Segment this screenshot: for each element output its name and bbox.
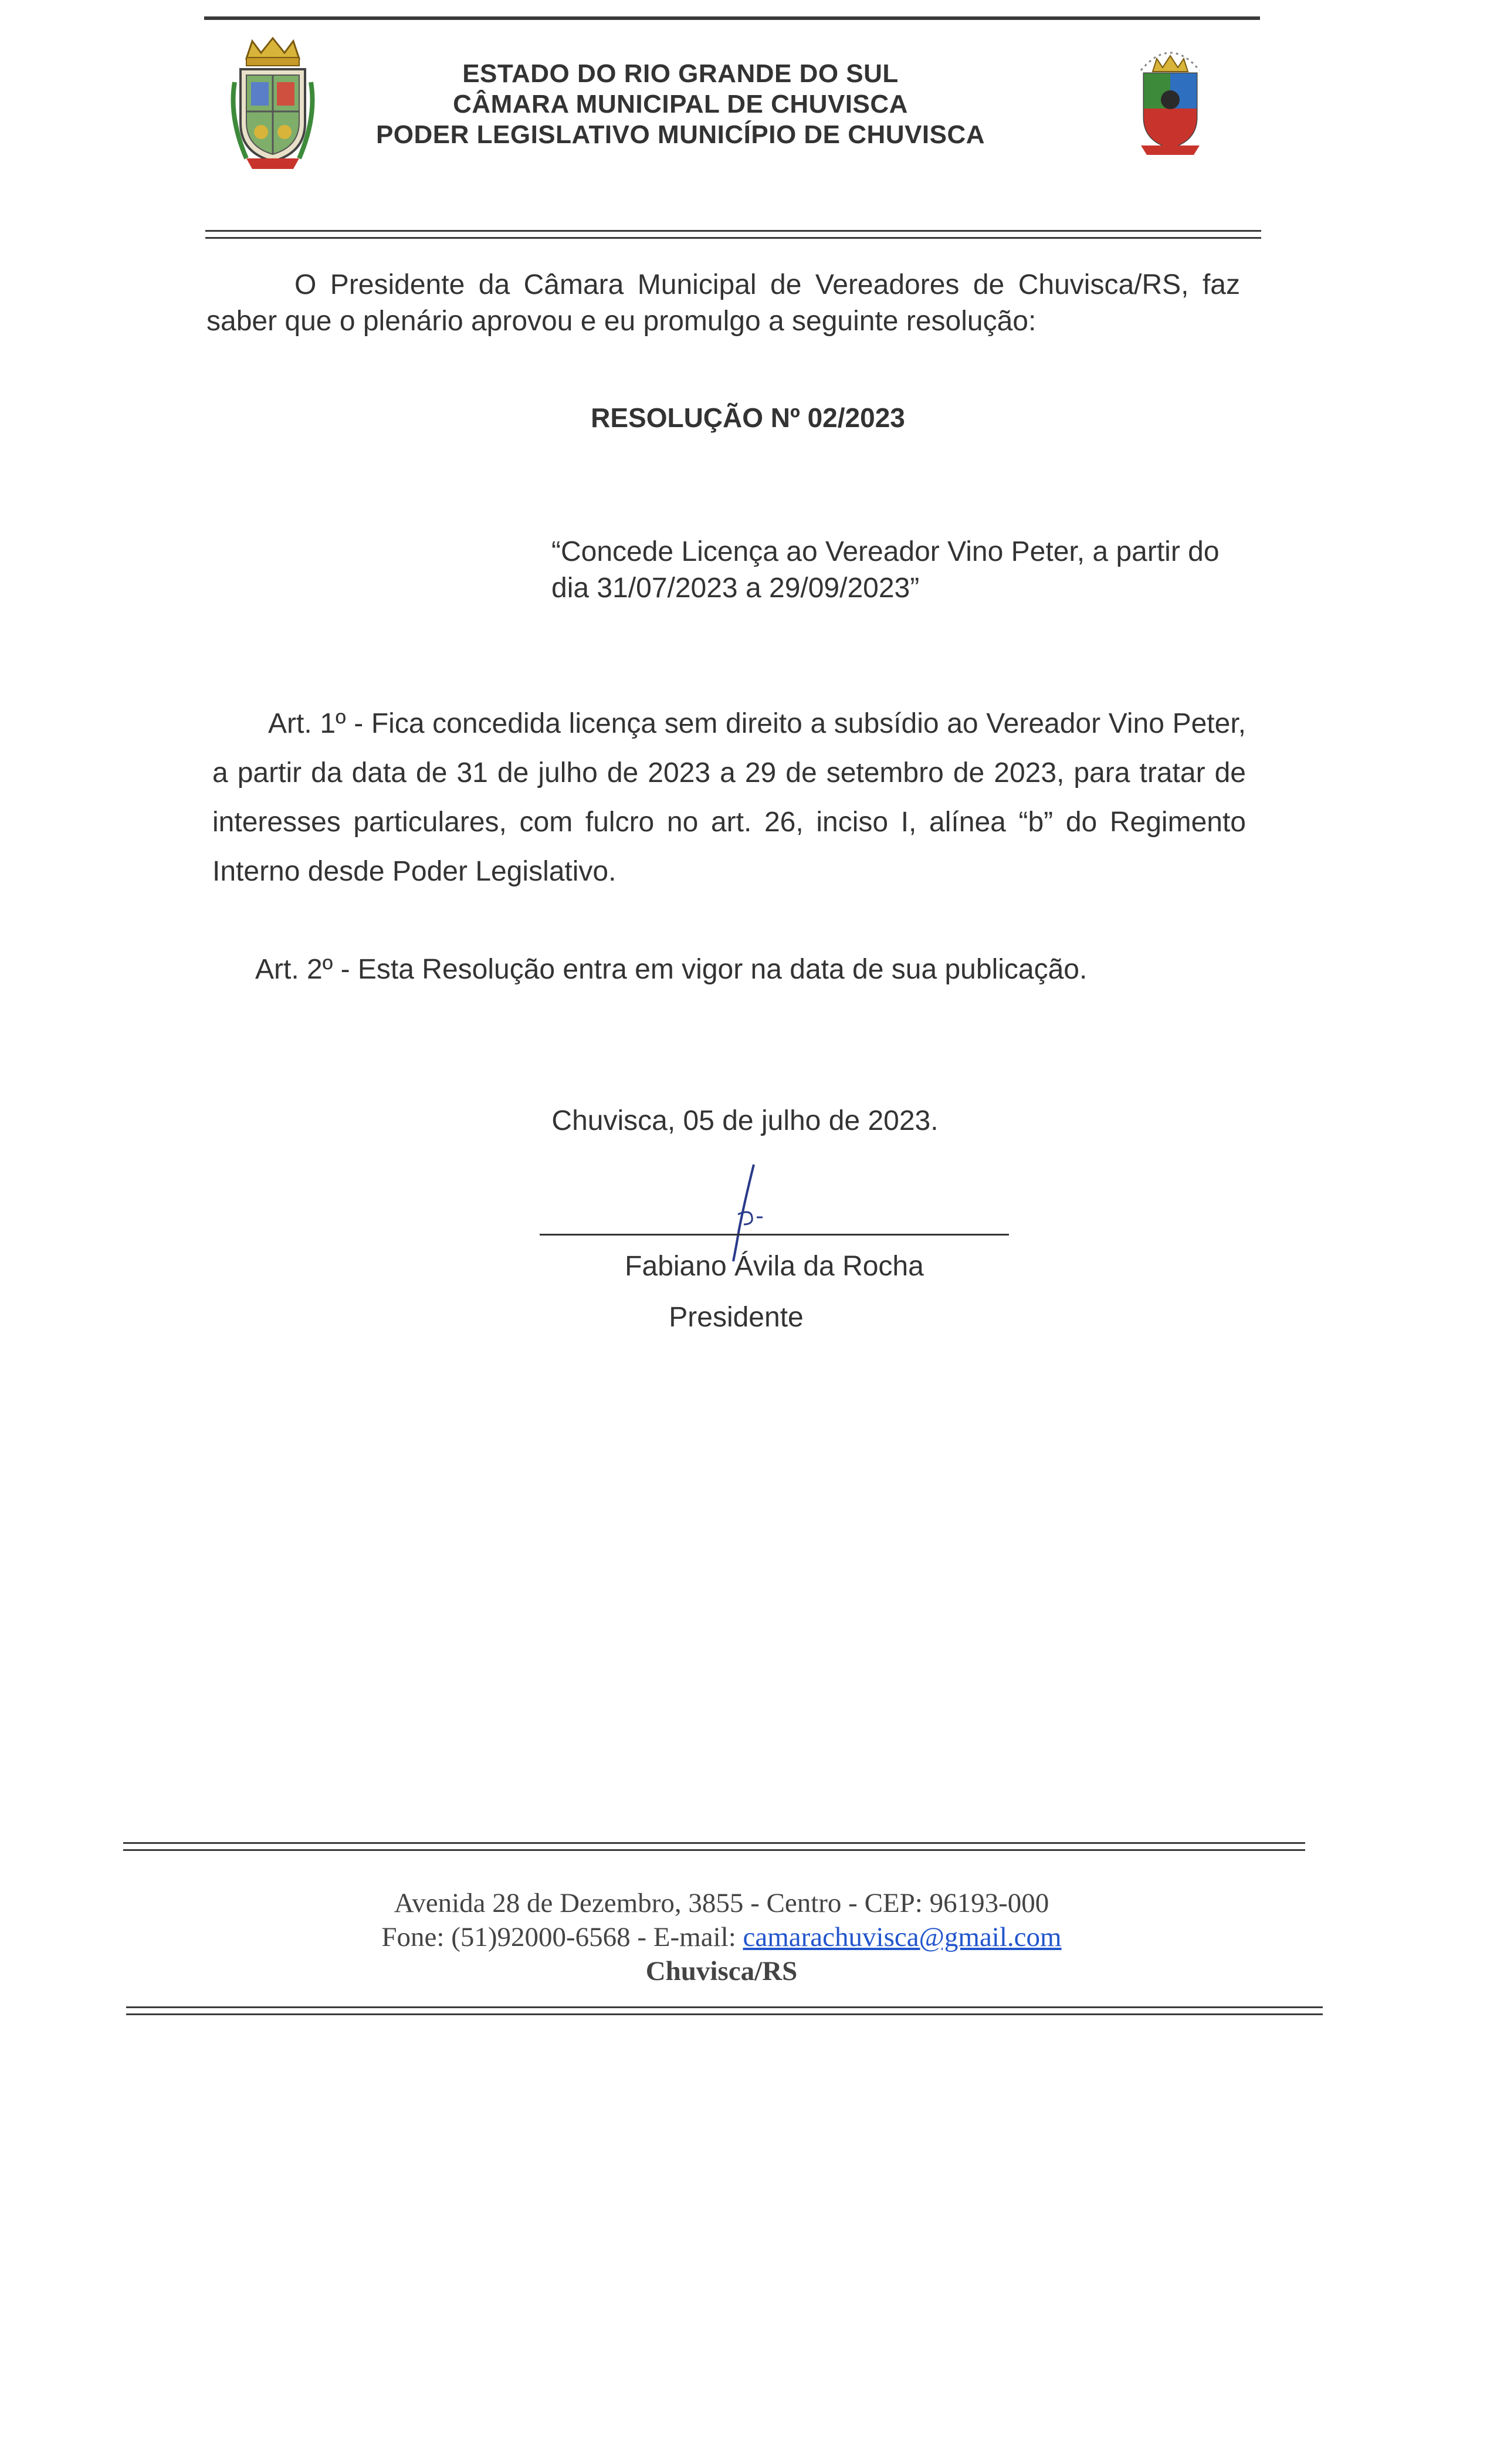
date-line: Chuvisca, 05 de julho de 2023.: [551, 1105, 939, 1136]
intro-paragraph: O Presidente da Câmara Municipal de Vereadores de Chuvisca/RS, faz saber que o plenário aprovou e eu promulgo a seguinte resolução:: [206, 269, 1240, 337]
header-bottom-rule-1: [205, 230, 1261, 232]
resolution-title: RESOLUÇÃO Nº 02/2023: [591, 402, 905, 433]
footer-bottom-rule-1: [126, 2006, 1323, 2008]
header-bottom-rule-2: [205, 237, 1261, 239]
footer-contact: [123, 1920, 1320, 1954]
footer-bottom-rule-2: [126, 2013, 1323, 2015]
ementa: “Concede Licença ao Vereador Vino Peter, a partir do dia 31/07/2023 a 29/09/2023”: [551, 536, 1220, 604]
header-top-rule: [204, 16, 1260, 20]
chuvisca-crest-right-icon: [1126, 35, 1214, 158]
header-state: ESTADO DO RIO GRANDE DO SUL: [462, 59, 899, 88]
signer-name: Fabiano Ávila da Rocha: [625, 1251, 924, 1282]
footer-phone: Fone: (51)92000-6568 - E-mail:: [381, 1922, 743, 1952]
header-chamber: CÂMARA MUNICIPAL DE CHUVISCA: [453, 90, 908, 119]
footer-email-link[interactable]: camarachuvisca@gmail.com: [743, 1922, 1062, 1952]
header-legislative: PODER LEGISLATIVO MUNICÍPIO DE CHUVISCA: [375, 120, 985, 149]
signature-line: [540, 1234, 1009, 1236]
footer-address: Avenida 28 de Dezembro, 3855 - Centro - CEP: 96193-000: [394, 1888, 1049, 1918]
signer-role: Presidente: [669, 1302, 804, 1333]
footer-top-rule-1: [123, 1842, 1305, 1844]
footer-top-rule-2: [123, 1849, 1305, 1851]
article-2: Art. 2º - Esta Resolução entra em vigor na data de sua publicação.: [255, 954, 1088, 985]
footer-city: Chuvisca/RS: [645, 1956, 798, 1986]
article-1: Art. 1º - Fica concedida licença sem direito a subsídio ao Vereador Vino Peter, a partir da data de 31 de julho de 2023 a 29 de setembro de 2023, para tratar de interesses particulares, com fulcro no art. 26, inciso I, alínea “b” do Regimento Interno desde Poder Legislativo.: [212, 708, 1246, 887]
